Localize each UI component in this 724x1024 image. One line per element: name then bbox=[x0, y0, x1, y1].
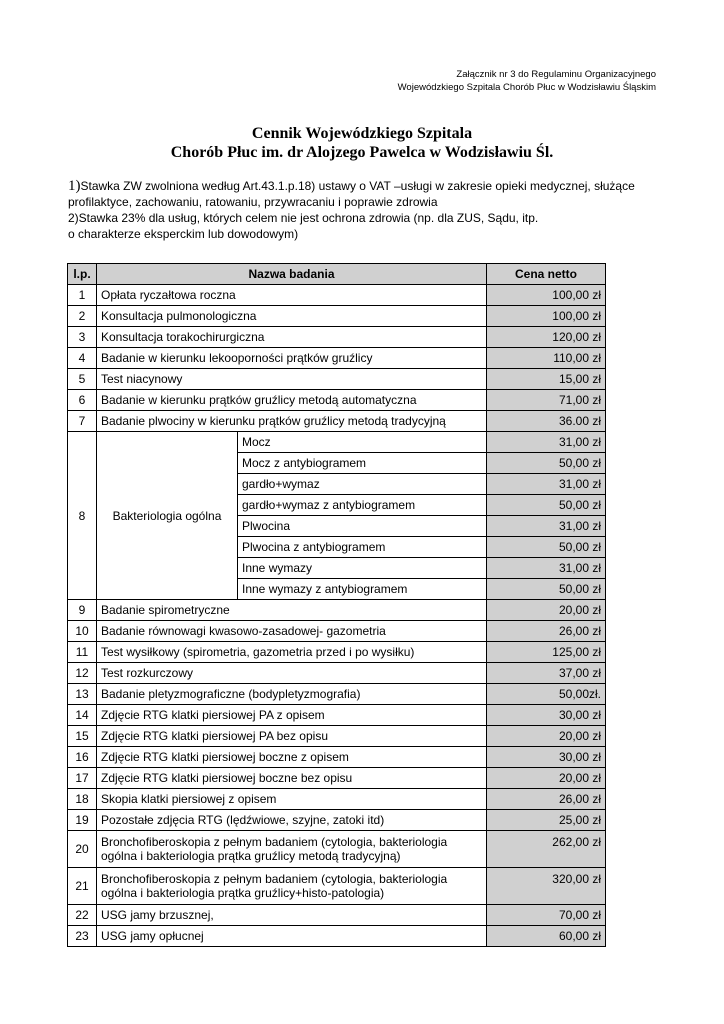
exam-price: 100,00 zł bbox=[487, 306, 606, 327]
sub-exam-name: Inne wymazy bbox=[238, 558, 487, 579]
document-title bbox=[0, 124, 724, 162]
exam-price: 30,00 zł bbox=[487, 705, 606, 726]
row-number: 4 bbox=[68, 348, 97, 369]
vat-note-2-line-2: o charakterze eksperckim lub dowodowym) bbox=[68, 227, 299, 241]
title-line-1: Cennik Wojewódzkiego Szpitala bbox=[251, 125, 473, 142]
exam-price: 125,00 zł bbox=[487, 642, 606, 663]
exam-name: Zdjęcie RTG klatki piersiowej boczne z opisem bbox=[97, 747, 487, 768]
table-row bbox=[68, 285, 606, 306]
exam-price: 262,00 zł bbox=[487, 831, 606, 868]
row-number: 23 bbox=[68, 926, 97, 947]
sub-exam-name: Plwocina bbox=[238, 516, 487, 537]
table-row bbox=[68, 621, 606, 642]
sub-exam-name: gardło+wymaz bbox=[238, 474, 487, 495]
table-row bbox=[68, 369, 606, 390]
exam-price: 20,00 zł bbox=[487, 726, 606, 747]
table-row bbox=[68, 810, 606, 831]
table-row bbox=[68, 789, 606, 810]
vat-notes bbox=[68, 178, 658, 242]
row-number: 1 bbox=[68, 285, 97, 306]
exam-name: Konsultacja pulmonologiczna bbox=[97, 306, 487, 327]
price-table-body bbox=[68, 285, 606, 947]
table-row bbox=[68, 726, 606, 747]
exam-name: Badanie plwociny w kierunku prątków gruźlicy metodą tradycyjną bbox=[97, 411, 487, 432]
exam-price: 71,00 zł bbox=[487, 390, 606, 411]
row-number: 17 bbox=[68, 768, 97, 789]
table-row bbox=[68, 684, 606, 705]
exam-price: 50,00 zł bbox=[487, 495, 606, 516]
table-row bbox=[68, 600, 606, 621]
exam-name: Test rozkurczowy bbox=[97, 663, 487, 684]
table-row bbox=[68, 642, 606, 663]
exam-price: 31,00 zł bbox=[487, 432, 606, 453]
exam-price: 30,00 zł bbox=[487, 747, 606, 768]
row-number: 2 bbox=[68, 306, 97, 327]
exam-price: 31,00 zł bbox=[487, 474, 606, 495]
exam-group-name: Bakteriologia ogólna bbox=[97, 432, 238, 600]
table-row bbox=[68, 768, 606, 789]
exam-name: Zdjęcie RTG klatki piersiowej PA z opisem bbox=[97, 705, 487, 726]
exam-price: 20,00 zł bbox=[487, 600, 606, 621]
vat-note-2-line-1: 2)Stawka 23% dla usług, których celem nie jest ochrona zdrowia (np. dla ZUS, Sądu, itp. bbox=[68, 211, 539, 225]
header-price: Cena netto bbox=[487, 264, 606, 285]
table-row bbox=[68, 747, 606, 768]
exam-name: Badanie pletyzmograficzne (bodypletyzmografia) bbox=[97, 684, 487, 705]
exam-price: 320,00 zł bbox=[487, 868, 606, 905]
table-row bbox=[68, 306, 606, 327]
attachment-line-2: Wojewódzkiego Szpitala Chorób Płuc w Wodzisławiu Śląskim bbox=[397, 82, 656, 93]
exam-price: 31,00 zł bbox=[487, 558, 606, 579]
exam-name: Test niacynowy bbox=[97, 369, 487, 390]
row-number: 3 bbox=[68, 327, 97, 348]
row-number: 6 bbox=[68, 390, 97, 411]
title-line-2: Chorób Płuc im. dr Alojzego Pawelca w Wodzisławiu Śl. bbox=[170, 144, 554, 161]
row-number: 7 bbox=[68, 411, 97, 432]
exam-price: 50,00zł. bbox=[487, 684, 606, 705]
attachment-line-1: Załącznik nr 3 do Regulaminu Organizacyjnego bbox=[456, 69, 656, 80]
table-row bbox=[68, 905, 606, 926]
vat-note-1-number: 1) bbox=[68, 178, 81, 194]
exam-name: Konsultacja torakochirurgiczna bbox=[97, 327, 487, 348]
exam-price: 70,00 zł bbox=[487, 905, 606, 926]
exam-name: Bronchofiberoskopia z pełnym badaniem (cytologia, bakteriologia ogólna i bakteriologia prątka gruźlicy+histo-patologia) bbox=[97, 868, 487, 905]
sub-exam-name: Inne wymazy z antybiogramem bbox=[238, 579, 487, 600]
table-row bbox=[68, 348, 606, 369]
exam-price: 26,00 zł bbox=[487, 621, 606, 642]
exam-name: Zdjęcie RTG klatki piersiowej PA bez opisu bbox=[97, 726, 487, 747]
exam-price: 31,00 zł bbox=[487, 516, 606, 537]
vat-note-1 bbox=[68, 178, 658, 210]
attachment-header bbox=[398, 68, 656, 94]
exam-name: Zdjęcie RTG klatki piersiowej boczne bez opisu bbox=[97, 768, 487, 789]
exam-price: 50,00 zł bbox=[487, 453, 606, 474]
exam-name: Badanie w kierunku lekooporności prątków gruźlicy bbox=[97, 348, 487, 369]
table-row bbox=[68, 705, 606, 726]
row-number: 12 bbox=[68, 663, 97, 684]
row-number: 15 bbox=[68, 726, 97, 747]
table-row bbox=[68, 327, 606, 348]
row-number: 19 bbox=[68, 810, 97, 831]
row-number: 13 bbox=[68, 684, 97, 705]
header-lp: l.p. bbox=[68, 264, 97, 285]
exam-price: 120,00 zł bbox=[487, 327, 606, 348]
exam-name: Bronchofiberoskopia z pełnym badaniem (cytologia, bakteriologia ogólna i bakteriologia prątka gruźlicy metodą tradycyjną) bbox=[97, 831, 487, 868]
exam-price: 50,00 zł bbox=[487, 579, 606, 600]
price-table bbox=[67, 263, 606, 947]
row-number: 14 bbox=[68, 705, 97, 726]
row-number: 16 bbox=[68, 747, 97, 768]
row-number: 21 bbox=[68, 868, 97, 905]
vat-note-1-text: Stawka ZW zwolniona według Art.43.1.p.18) ustawy o VAT –usługi w zakresie opieki medycznej, służące profilaktyce, zachowaniu, ratowaniu, przywracaniu i poprawie zdrowia bbox=[68, 179, 635, 209]
exam-name: Badanie w kierunku prątków gruźlicy metodą automatyczna bbox=[97, 390, 487, 411]
row-number: 8 bbox=[68, 432, 97, 600]
exam-price: 26,00 zł bbox=[487, 789, 606, 810]
row-number: 11 bbox=[68, 642, 97, 663]
exam-name: Opłata ryczałtowa roczna bbox=[97, 285, 487, 306]
table-row bbox=[68, 663, 606, 684]
row-number: 5 bbox=[68, 369, 97, 390]
exam-price: 60,00 zł bbox=[487, 926, 606, 947]
table-row bbox=[68, 868, 606, 905]
row-number: 9 bbox=[68, 600, 97, 621]
table-row bbox=[68, 411, 606, 432]
row-number: 22 bbox=[68, 905, 97, 926]
row-number: 20 bbox=[68, 831, 97, 868]
exam-name: Skopia klatki piersiowej z opisem bbox=[97, 789, 487, 810]
row-number: 18 bbox=[68, 789, 97, 810]
sub-exam-name: gardło+wymaz z antybiogramem bbox=[238, 495, 487, 516]
exam-price: 50,00 zł bbox=[487, 537, 606, 558]
exam-price: 20,00 zł bbox=[487, 768, 606, 789]
table-row bbox=[68, 432, 606, 453]
exam-price: 36.00 zł bbox=[487, 411, 606, 432]
table-row bbox=[68, 390, 606, 411]
header-name: Nazwa badania bbox=[97, 264, 487, 285]
table-row bbox=[68, 926, 606, 947]
exam-price: 37,00 zł bbox=[487, 663, 606, 684]
table-row bbox=[68, 831, 606, 868]
exam-price: 25,00 zł bbox=[487, 810, 606, 831]
sub-exam-name: Plwocina z antybiogramem bbox=[238, 537, 487, 558]
exam-price: 100,00 zł bbox=[487, 285, 606, 306]
price-table-header bbox=[68, 264, 606, 285]
exam-price: 15,00 zł bbox=[487, 369, 606, 390]
exam-name: Badanie spirometryczne bbox=[97, 600, 487, 621]
exam-name: Pozostałe zdjęcia RTG (lędźwiowe, szyjne, zatoki itd) bbox=[97, 810, 487, 831]
exam-name: USG jamy brzusznej, bbox=[97, 905, 487, 926]
row-number: 10 bbox=[68, 621, 97, 642]
exam-name: USG jamy opłucnej bbox=[97, 926, 487, 947]
sub-exam-name: Mocz bbox=[238, 432, 487, 453]
exam-name: Test wysiłkowy (spirometria, gazometria przed i po wysiłku) bbox=[97, 642, 487, 663]
sub-exam-name: Mocz z antybiogramem bbox=[238, 453, 487, 474]
exam-name: Badanie równowagi kwasowo-zasadowej- gazometria bbox=[97, 621, 487, 642]
exam-price: 110,00 zł bbox=[487, 348, 606, 369]
